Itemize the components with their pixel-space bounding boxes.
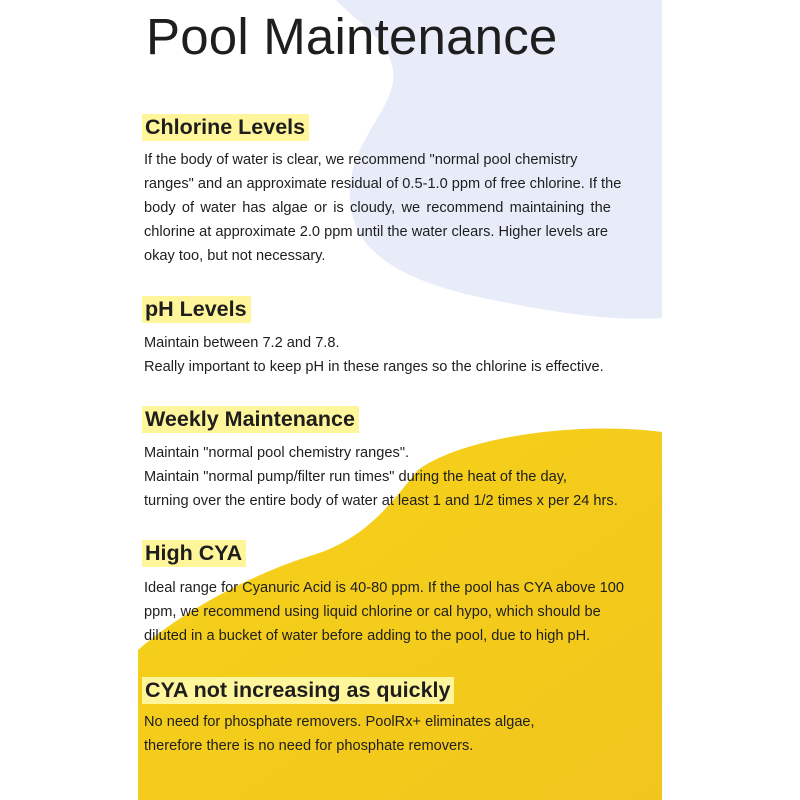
body-line: If the body of water is clear, we recommend "normal pool chemistry bbox=[144, 152, 578, 168]
section-body-cya-not-increasing bbox=[144, 710, 656, 758]
body-line: body of water has algae or is cloudy, we recommend maintaining the bbox=[144, 200, 611, 216]
heading-text: pH Levels bbox=[142, 296, 251, 323]
heading-text: Weekly Maintenance bbox=[142, 406, 359, 433]
section-body-ph bbox=[144, 331, 656, 379]
section-heading-ph bbox=[142, 295, 255, 325]
body-line: okay too, but not necessary. bbox=[144, 248, 326, 264]
heading-text: CYA not increasing as quickly bbox=[142, 677, 454, 704]
section-heading-high-cya bbox=[142, 539, 250, 569]
body-line: turning over the entire body of water at least 1 and 1/2 times x per 24 hrs. bbox=[144, 493, 618, 509]
body-line: Maintain "normal pump/filter run times" during the heat of the day, bbox=[144, 469, 567, 485]
body-line: Maintain "normal pool chemistry ranges". bbox=[144, 445, 410, 461]
body-line: No need for phosphate removers. PoolRx+ eliminates algae, bbox=[144, 714, 535, 730]
page-title: Pool Maintenance bbox=[146, 8, 558, 65]
section-body-high-cya bbox=[144, 576, 656, 648]
page-content bbox=[138, 0, 662, 800]
document-card bbox=[138, 0, 662, 800]
section-body-chlorine bbox=[144, 148, 656, 268]
body-line: diluted in a bucket of water before adding to the pool, due to high pH. bbox=[144, 628, 591, 644]
body-line: ppm, we recommend using liquid chlorine or cal hypo, which should be bbox=[144, 604, 601, 620]
section-body-weekly bbox=[144, 441, 656, 513]
body-line: therefore there is no need for phosphate removers. bbox=[144, 738, 474, 754]
body-line: chlorine at approximate 2.0 ppm until the water clears. Higher levels are bbox=[144, 224, 608, 240]
section-heading-chlorine bbox=[142, 113, 313, 143]
body-line: Ideal range for Cyanuric Acid is 40-80 ppm. If the pool has CYA above 100 bbox=[144, 580, 624, 596]
body-line: ranges" and an approximate residual of 0.5-1.0 ppm of free chlorine. If the bbox=[144, 176, 622, 192]
section-heading-cya-not-increasing bbox=[142, 676, 458, 706]
body-line: Really important to keep pH in these ranges so the chlorine is effective. bbox=[144, 359, 604, 375]
heading-text: Chlorine Levels bbox=[142, 114, 309, 141]
body-line: Maintain between 7.2 and 7.8. bbox=[144, 335, 340, 351]
section-heading-weekly bbox=[142, 405, 363, 435]
heading-text: High CYA bbox=[142, 540, 246, 567]
